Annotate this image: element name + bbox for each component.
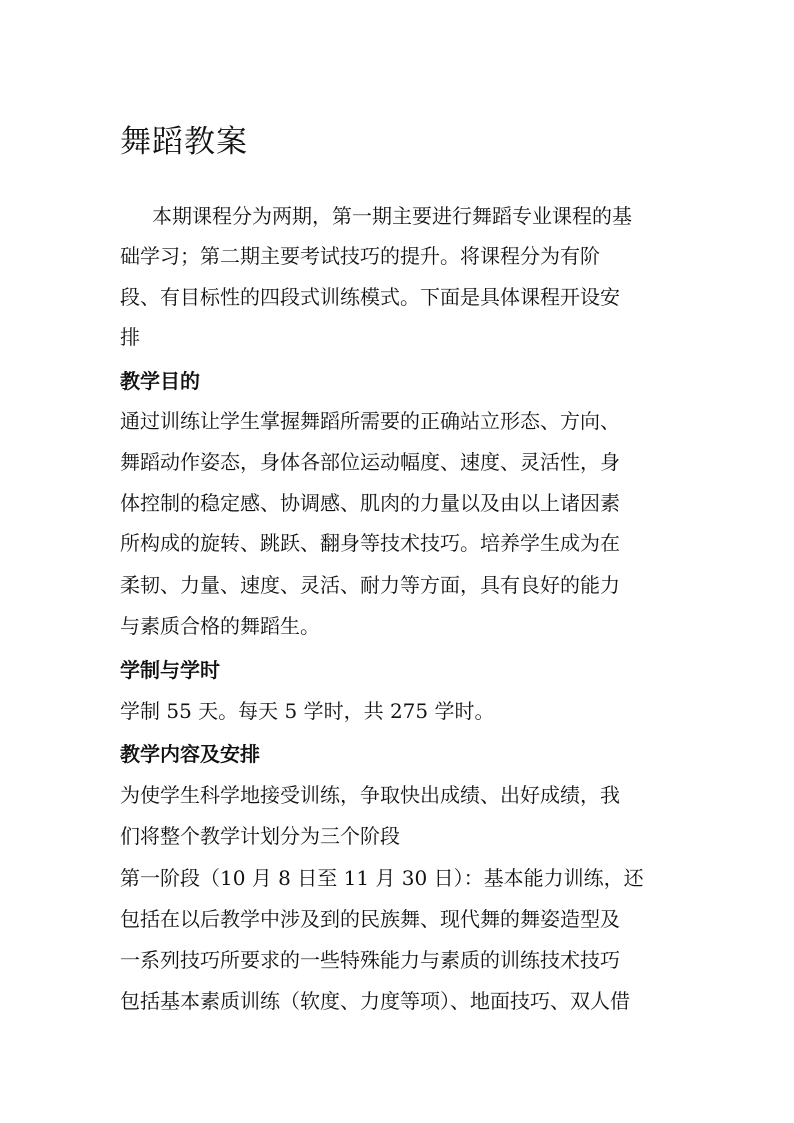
- paragraph-line: 包括在以后教学中涉及到的民族舞、现代舞的舞姿造型及: [120, 907, 620, 931]
- intro-line: 段、有目标性的四段式训练模式。下面是具体课程开设安: [120, 285, 620, 309]
- paragraph-line: 舞蹈动作姿态，身体各部位运动幅度、速度、灵活性，身: [120, 450, 620, 474]
- section-heading-content: 教学内容及安排: [120, 742, 260, 766]
- paragraph-line: 为使学生科学地接受训练，争取快出成绩、出好成绩，我: [120, 783, 620, 807]
- intro-line: 础学习；第二期主要考试技巧的提升。将课程分为有阶: [120, 244, 600, 268]
- paragraph-line: 通过训练让学生掌握舞蹈所需要的正确站立形态、方向、: [120, 409, 620, 433]
- paragraph-line: 柔韧、力量、速度、灵活、耐力等方面，具有良好的能力: [120, 573, 620, 597]
- document-title: 舞蹈教案: [120, 124, 248, 160]
- section-heading-schedule: 学制与学时: [120, 658, 220, 682]
- paragraph-line: 一系列技巧所要求的一些特殊能力与素质的训练技术技巧: [120, 948, 620, 972]
- paragraph-line: 与素质合格的舞蹈生。: [120, 614, 320, 638]
- section-heading-teaching-goal: 教学目的: [120, 369, 200, 393]
- intro-line: 排: [120, 325, 140, 349]
- paragraph-line: 体控制的稳定感、协调感、肌肉的力量以及由以上诸因素: [120, 491, 620, 515]
- paragraph-line: 包括基本素质训练（软度、力度等项）、地面技巧、双人借: [120, 989, 630, 1013]
- paragraph-line: 们将整个教学计划分为三个阶段: [120, 824, 400, 848]
- paragraph-line: 第一阶段（10 月 8 日至 11 月 30 日）：基本能力训练，还: [120, 866, 644, 890]
- intro-line: 本期课程分为两期，第一期主要进行舞蹈专业课程的基: [152, 204, 632, 228]
- paragraph-line: 学制 55 天。每天 5 学时，共 275 学时。: [120, 699, 495, 723]
- paragraph-line: 所构成的旋转、跳跃、翻身等技术技巧。培养学生成为在: [120, 531, 620, 555]
